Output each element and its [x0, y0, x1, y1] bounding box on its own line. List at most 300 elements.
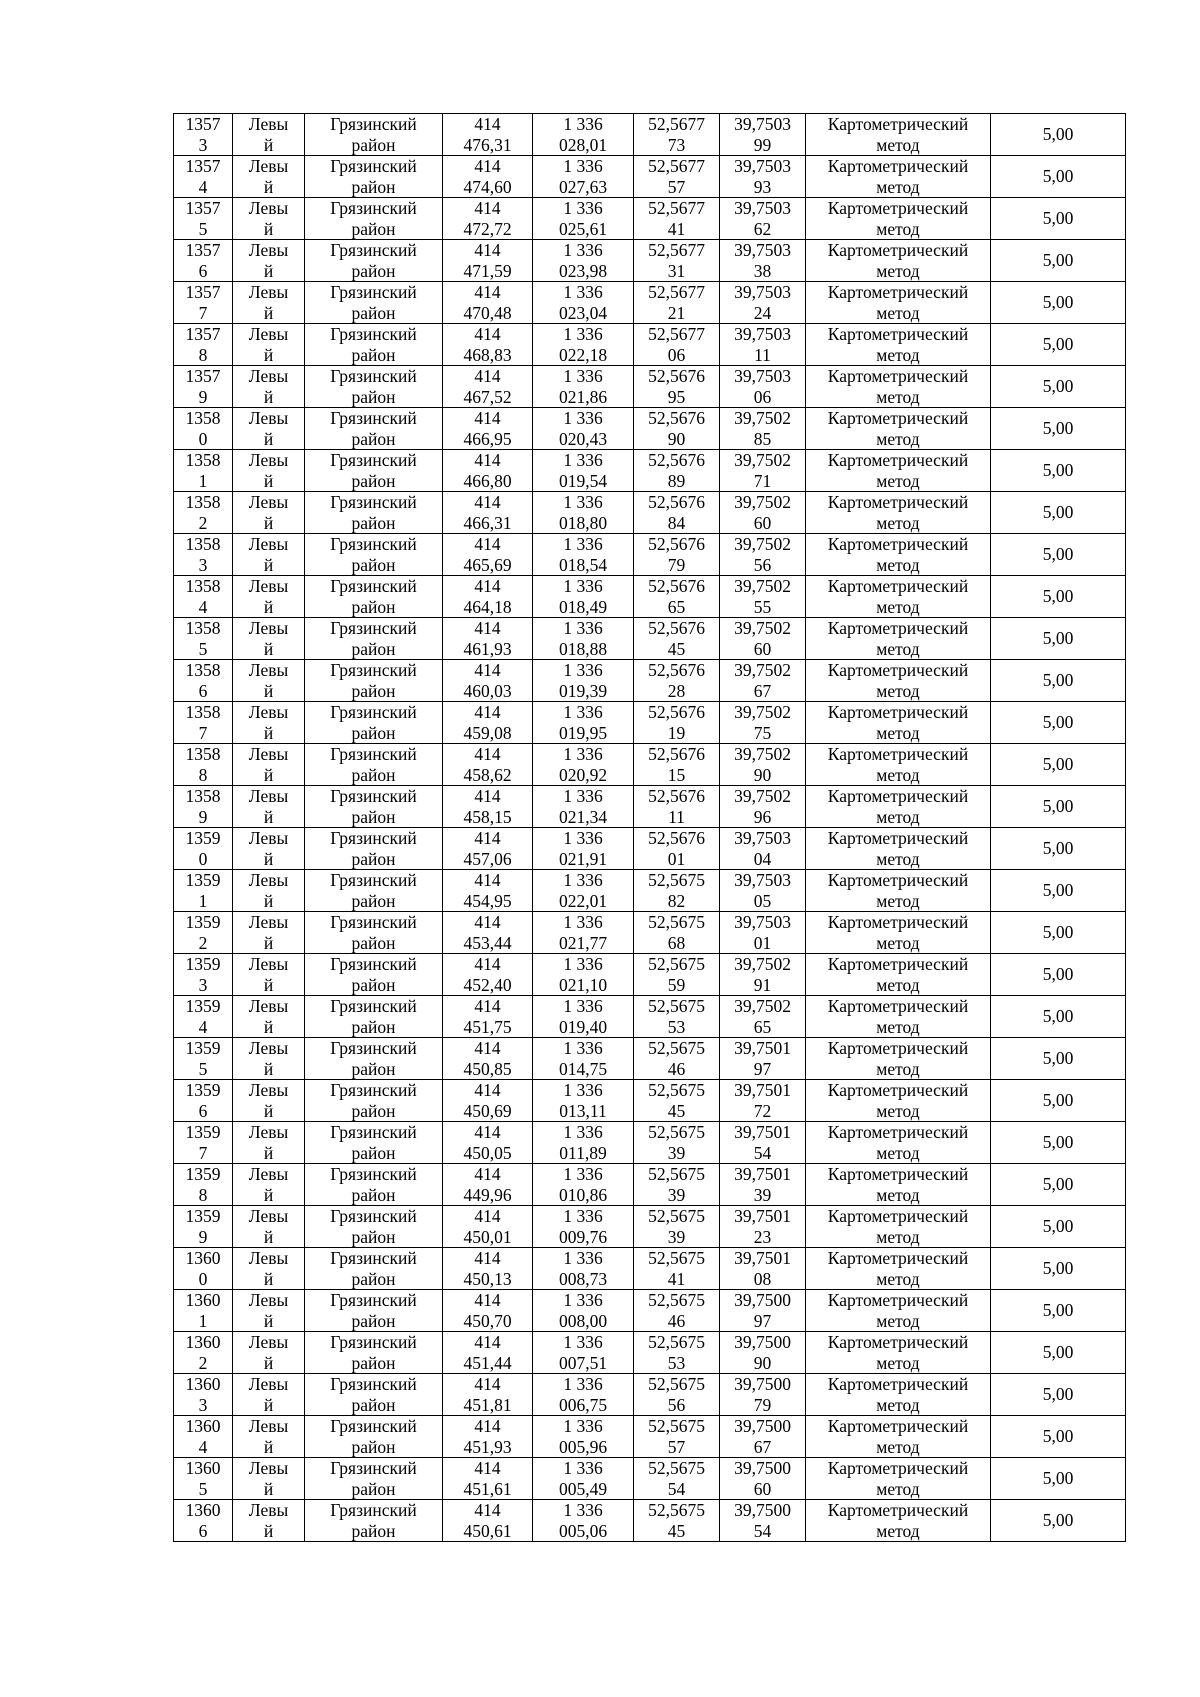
point-number-cell — [174, 1500, 233, 1542]
table-row — [174, 618, 1126, 660]
table-row — [174, 744, 1126, 786]
x-coordinate-text: 470,48 — [463, 302, 512, 323]
y-coordinate-text: 021,91 — [558, 848, 608, 869]
point-number-text: 1358 — [185, 450, 221, 470]
accuracy-cell — [991, 618, 1126, 660]
longitude-cell — [720, 408, 806, 450]
bank-side-cell — [233, 786, 305, 828]
y-coordinate-cell — [533, 240, 634, 282]
longitude-cell — [720, 156, 806, 198]
region-text: Грязинский — [330, 366, 417, 386]
region-cell — [305, 786, 443, 828]
region-text: Грязинский — [330, 744, 417, 764]
region-text: район — [351, 1268, 396, 1289]
method-text: метод — [876, 932, 920, 953]
region-cell — [305, 1206, 443, 1248]
region-text: Грязинский — [330, 786, 417, 806]
region-text: район — [351, 722, 396, 743]
point-number-cell — [174, 1416, 233, 1458]
method-text: метод — [876, 1436, 920, 1457]
longitude-text: 60 — [753, 1478, 772, 1499]
method-text: метод — [876, 428, 920, 449]
bank-side-text: й — [263, 806, 274, 827]
bank-side-text: й — [263, 512, 274, 533]
table-row — [174, 1164, 1126, 1206]
method-text: метод — [876, 1142, 920, 1163]
latitude-cell — [634, 1500, 720, 1542]
longitude-text: 97 — [753, 1058, 772, 1079]
latitude-text: 28 — [667, 680, 686, 701]
y-coordinate-text: 023,98 — [558, 260, 608, 281]
point-number-text: 1358 — [185, 744, 221, 764]
method-text: Картометрический — [827, 1374, 969, 1394]
y-coordinate-text: 1 336 — [563, 1416, 603, 1436]
bank-side-text: й — [263, 1520, 274, 1541]
bank-side-text: Левы — [248, 1206, 289, 1226]
point-number-text: 1359 — [185, 828, 221, 848]
bank-side-text: й — [263, 1352, 274, 1373]
latitude-text: 41 — [667, 1268, 686, 1289]
y-coordinate-text: 1 336 — [563, 576, 603, 596]
accuracy-text: 5,00 — [1042, 250, 1074, 271]
latitude-text: 52,5675 — [648, 1038, 705, 1058]
point-number-cell — [174, 408, 233, 450]
point-number-text: 1359 — [185, 1080, 221, 1100]
longitude-cell — [720, 996, 806, 1038]
y-coordinate-text: 022,18 — [558, 344, 608, 365]
y-coordinate-text: 005,49 — [558, 1478, 608, 1499]
latitude-cell — [634, 408, 720, 450]
y-coordinate-text: 028,01 — [558, 134, 608, 155]
accuracy-cell — [991, 1458, 1126, 1500]
longitude-text: 39,7502 — [734, 996, 791, 1016]
x-coordinate-text: 450,70 — [463, 1310, 512, 1331]
x-coordinate-cell — [443, 1500, 533, 1542]
longitude-text: 67 — [753, 680, 772, 701]
point-number-cell — [174, 996, 233, 1038]
latitude-cell — [634, 912, 720, 954]
latitude-text: 65 — [667, 596, 686, 617]
table-row — [174, 786, 1126, 828]
x-coordinate-cell — [443, 450, 533, 492]
latitude-text: 39 — [667, 1142, 686, 1163]
method-text: Картометрический — [827, 1248, 969, 1268]
point-number-cell — [174, 1122, 233, 1164]
bank-side-text: Левы — [248, 996, 289, 1016]
method-text: Картометрический — [827, 576, 969, 596]
table-row — [174, 660, 1126, 702]
longitude-text: 24 — [753, 302, 772, 323]
longitude-cell — [720, 198, 806, 240]
accuracy-cell — [991, 324, 1126, 366]
latitude-text: 54 — [667, 1478, 686, 1499]
table-row — [174, 1416, 1126, 1458]
point-number-text: 2 — [198, 512, 208, 533]
x-coordinate-text: 474,60 — [463, 176, 512, 197]
point-number-cell — [174, 912, 233, 954]
y-coordinate-text: 1 336 — [563, 240, 603, 260]
y-coordinate-text: 1 336 — [563, 1206, 603, 1226]
table-row — [174, 1248, 1126, 1290]
method-text: метод — [876, 638, 920, 659]
y-coordinate-cell — [533, 1248, 634, 1290]
x-coordinate-cell — [443, 198, 533, 240]
longitude-text: 85 — [753, 428, 772, 449]
latitude-cell — [634, 618, 720, 660]
bank-side-text: Левы — [248, 534, 289, 554]
bank-side-text: Левы — [248, 408, 289, 428]
y-coordinate-cell — [533, 1122, 634, 1164]
y-coordinate-cell — [533, 576, 634, 618]
y-coordinate-text: 1 336 — [563, 786, 603, 806]
accuracy-text: 5,00 — [1042, 502, 1074, 523]
latitude-text: 31 — [667, 260, 686, 281]
x-coordinate-text: 465,69 — [463, 554, 512, 575]
longitude-text: 39,7501 — [734, 1206, 791, 1226]
point-number-cell — [174, 1458, 233, 1500]
y-coordinate-cell — [533, 1458, 634, 1500]
longitude-text: 39,7503 — [734, 156, 791, 176]
method-cell — [806, 1416, 991, 1458]
latitude-text: 45 — [667, 1520, 686, 1541]
point-number-text: 1360 — [185, 1416, 221, 1436]
method-text: метод — [876, 1016, 920, 1037]
longitude-cell — [720, 450, 806, 492]
x-coordinate-text: 414 — [474, 576, 501, 596]
region-text: район — [351, 1352, 396, 1373]
accuracy-text: 5,00 — [1042, 880, 1074, 901]
table-row — [174, 534, 1126, 576]
accuracy-text: 5,00 — [1042, 1258, 1074, 1279]
bank-side-text: Левы — [248, 324, 289, 344]
x-coordinate-text: 457,06 — [463, 848, 512, 869]
x-coordinate-text: 414 — [474, 1248, 501, 1268]
method-cell — [806, 198, 991, 240]
table-row — [174, 492, 1126, 534]
latitude-cell — [634, 114, 720, 156]
region-text: район — [351, 1394, 396, 1415]
method-text: Картометрический — [827, 954, 969, 974]
bank-side-cell — [233, 870, 305, 912]
longitude-cell — [720, 1458, 806, 1500]
table-row — [174, 1458, 1126, 1500]
longitude-text: 90 — [753, 764, 772, 785]
method-text: метод — [876, 470, 920, 491]
table-row — [174, 1038, 1126, 1080]
region-text: район — [351, 470, 396, 491]
x-coordinate-cell — [443, 744, 533, 786]
latitude-cell — [634, 954, 720, 996]
accuracy-text: 5,00 — [1042, 1216, 1074, 1237]
method-cell — [806, 660, 991, 702]
y-coordinate-text: 1 336 — [563, 1458, 603, 1478]
method-cell — [806, 870, 991, 912]
latitude-text: 52,5675 — [648, 1332, 705, 1352]
latitude-text: 52,5675 — [648, 1458, 705, 1478]
accuracy-cell — [991, 786, 1126, 828]
longitude-cell — [720, 1122, 806, 1164]
point-number-text: 3 — [198, 554, 208, 575]
region-cell — [305, 114, 443, 156]
method-text: Картометрический — [827, 1164, 969, 1184]
region-text: Грязинский — [330, 702, 417, 722]
table-row — [174, 702, 1126, 744]
longitude-text: 39,7502 — [734, 492, 791, 512]
point-number-text: 6 — [198, 1520, 208, 1541]
bank-side-text: й — [263, 386, 274, 407]
method-text: Картометрический — [827, 198, 969, 218]
point-number-cell — [174, 450, 233, 492]
longitude-text: 39,7500 — [734, 1290, 791, 1310]
x-coordinate-cell — [443, 576, 533, 618]
point-number-text: 0 — [198, 848, 208, 869]
latitude-text: 52,5675 — [648, 1164, 705, 1184]
point-number-text: 5 — [198, 218, 208, 239]
y-coordinate-text: 019,95 — [558, 722, 608, 743]
latitude-cell — [634, 156, 720, 198]
latitude-cell — [634, 450, 720, 492]
longitude-text: 39,7501 — [734, 1080, 791, 1100]
latitude-text: 52,5676 — [648, 744, 705, 764]
region-text: район — [351, 428, 396, 449]
latitude-text: 52,5676 — [648, 660, 705, 680]
bank-side-text: Левы — [248, 576, 289, 596]
point-number-cell — [174, 114, 233, 156]
table-row — [174, 408, 1126, 450]
latitude-cell — [634, 1416, 720, 1458]
longitude-text: 38 — [753, 260, 772, 281]
longitude-text: 39,7503 — [734, 324, 791, 344]
method-cell — [806, 1290, 991, 1332]
latitude-text: 52,5675 — [648, 1500, 705, 1520]
bank-side-text: й — [263, 1226, 274, 1247]
bank-side-text: й — [263, 974, 274, 995]
point-number-text: 1357 — [185, 114, 221, 134]
method-text: Картометрический — [827, 744, 969, 764]
accuracy-cell — [991, 1374, 1126, 1416]
region-cell — [305, 618, 443, 660]
latitude-text: 52,5677 — [648, 324, 705, 344]
region-text: район — [351, 512, 396, 533]
longitude-text: 79 — [753, 1394, 772, 1415]
method-text: метод — [876, 1352, 920, 1373]
latitude-text: 52,5676 — [648, 702, 705, 722]
longitude-text: 39,7503 — [734, 114, 791, 134]
x-coordinate-text: 450,61 — [463, 1520, 512, 1541]
region-text: Грязинский — [330, 576, 417, 596]
point-number-text: 9 — [198, 1226, 208, 1247]
point-number-cell — [174, 702, 233, 744]
accuracy-text: 5,00 — [1042, 712, 1074, 733]
method-cell — [806, 282, 991, 324]
latitude-cell — [634, 786, 720, 828]
x-coordinate-cell — [443, 618, 533, 660]
bank-side-cell — [233, 450, 305, 492]
region-cell — [305, 1038, 443, 1080]
y-coordinate-text: 1 336 — [563, 408, 603, 428]
method-cell — [806, 786, 991, 828]
y-coordinate-text: 1 336 — [563, 744, 603, 764]
y-coordinate-cell — [533, 1416, 634, 1458]
latitude-text: 19 — [667, 722, 686, 743]
y-coordinate-text: 1 336 — [563, 1500, 603, 1520]
longitude-cell — [720, 1500, 806, 1542]
point-number-text: 7 — [198, 1142, 208, 1163]
accuracy-text: 5,00 — [1042, 1510, 1074, 1531]
x-coordinate-text: 471,59 — [463, 260, 512, 281]
longitude-text: 56 — [753, 554, 772, 575]
longitude-text: 39,7503 — [734, 870, 791, 890]
x-coordinate-text: 414 — [474, 954, 501, 974]
x-coordinate-text: 450,69 — [463, 1100, 512, 1121]
y-coordinate-cell — [533, 534, 634, 576]
method-text: Картометрический — [827, 1416, 969, 1436]
y-coordinate-cell — [533, 996, 634, 1038]
longitude-cell — [720, 702, 806, 744]
accuracy-cell — [991, 996, 1126, 1038]
longitude-text: 55 — [753, 596, 772, 617]
x-coordinate-text: 414 — [474, 1374, 501, 1394]
method-text: Картометрический — [827, 1332, 969, 1352]
accuracy-cell — [991, 366, 1126, 408]
accuracy-text: 5,00 — [1042, 670, 1074, 691]
table-row — [174, 198, 1126, 240]
region-cell — [305, 492, 443, 534]
region-text: район — [351, 1016, 396, 1037]
y-coordinate-text: 1 336 — [563, 1290, 603, 1310]
bank-side-text: й — [263, 680, 274, 701]
method-text: метод — [876, 1100, 920, 1121]
longitude-text: 39,7502 — [734, 450, 791, 470]
region-text: Грязинский — [330, 618, 417, 638]
y-coordinate-text: 006,75 — [558, 1394, 608, 1415]
latitude-cell — [634, 1374, 720, 1416]
method-text: Картометрический — [827, 786, 969, 806]
accuracy-text: 5,00 — [1042, 922, 1074, 943]
x-coordinate-text: 414 — [474, 114, 501, 134]
longitude-text: 39,7502 — [734, 660, 791, 680]
point-number-text: 1357 — [185, 156, 221, 176]
latitude-text: 59 — [667, 974, 686, 995]
point-number-cell — [174, 828, 233, 870]
latitude-cell — [634, 366, 720, 408]
longitude-text: 39,7503 — [734, 282, 791, 302]
region-text: Грязинский — [330, 1290, 417, 1310]
bank-side-cell — [233, 1080, 305, 1122]
region-text: район — [351, 764, 396, 785]
accuracy-text: 5,00 — [1042, 1468, 1074, 1489]
bank-side-text: Левы — [248, 1458, 289, 1478]
point-number-text: 1360 — [185, 1500, 221, 1520]
x-coordinate-text: 449,96 — [463, 1184, 512, 1205]
bank-side-text: Левы — [248, 1038, 289, 1058]
accuracy-text: 5,00 — [1042, 418, 1074, 439]
bank-side-cell — [233, 912, 305, 954]
point-number-text: 1 — [198, 890, 208, 911]
x-coordinate-text: 414 — [474, 912, 501, 932]
x-coordinate-cell — [443, 156, 533, 198]
method-cell — [806, 240, 991, 282]
method-text: метод — [876, 848, 920, 869]
y-coordinate-cell — [533, 198, 634, 240]
x-coordinate-text: 451,75 — [463, 1016, 512, 1037]
method-text: Картометрический — [827, 702, 969, 722]
point-number-text: 1360 — [185, 1374, 221, 1394]
x-coordinate-text: 414 — [474, 282, 501, 302]
x-coordinate-text: 414 — [474, 324, 501, 344]
y-coordinate-cell — [533, 786, 634, 828]
latitude-cell — [634, 324, 720, 366]
bank-side-text: Левы — [248, 240, 289, 260]
accuracy-text: 5,00 — [1042, 544, 1074, 565]
table-row — [174, 576, 1126, 618]
latitude-cell — [634, 1038, 720, 1080]
bank-side-text: й — [263, 1310, 274, 1331]
region-text: район — [351, 1100, 396, 1121]
bank-side-text: й — [263, 428, 274, 449]
latitude-text: 46 — [667, 1310, 686, 1331]
y-coordinate-cell — [533, 1500, 634, 1542]
latitude-text: 52,5675 — [648, 1080, 705, 1100]
point-number-text: 1358 — [185, 492, 221, 512]
table-row — [174, 1122, 1126, 1164]
method-text: метод — [876, 596, 920, 617]
y-coordinate-text: 020,43 — [558, 428, 608, 449]
accuracy-cell — [991, 114, 1126, 156]
longitude-cell — [720, 954, 806, 996]
method-cell — [806, 702, 991, 744]
bank-side-text: й — [263, 554, 274, 575]
longitude-cell — [720, 114, 806, 156]
region-text: район — [351, 974, 396, 995]
y-coordinate-text: 1 336 — [563, 1248, 603, 1268]
region-cell — [305, 660, 443, 702]
region-cell — [305, 702, 443, 744]
method-text: Картометрический — [827, 618, 969, 638]
longitude-cell — [720, 1080, 806, 1122]
bank-side-text: Левы — [248, 1164, 289, 1184]
longitude-text: 04 — [753, 848, 772, 869]
region-text: Грязинский — [330, 114, 417, 134]
region-text: Грязинский — [330, 1164, 417, 1184]
x-coordinate-text: 472,72 — [463, 218, 512, 239]
latitude-cell — [634, 660, 720, 702]
y-coordinate-text: 1 336 — [563, 282, 603, 302]
region-text: Грязинский — [330, 282, 417, 302]
accuracy-cell — [991, 576, 1126, 618]
table-row — [174, 282, 1126, 324]
point-number-cell — [174, 198, 233, 240]
method-cell — [806, 450, 991, 492]
point-number-cell — [174, 576, 233, 618]
region-text: район — [351, 638, 396, 659]
point-number-text: 1358 — [185, 408, 221, 428]
bank-side-cell — [233, 744, 305, 786]
latitude-text: 39 — [667, 1226, 686, 1247]
point-number-text: 1358 — [185, 576, 221, 596]
latitude-text: 52,5677 — [648, 282, 705, 302]
y-coordinate-text: 009,76 — [558, 1226, 608, 1247]
method-cell — [806, 534, 991, 576]
y-coordinate-text: 005,96 — [558, 1436, 608, 1457]
method-text: Картометрический — [827, 996, 969, 1016]
accuracy-cell — [991, 1416, 1126, 1458]
latitude-cell — [634, 828, 720, 870]
accuracy-cell — [991, 660, 1126, 702]
region-text: район — [351, 806, 396, 827]
x-coordinate-text: 414 — [474, 492, 501, 512]
y-coordinate-cell — [533, 1206, 634, 1248]
